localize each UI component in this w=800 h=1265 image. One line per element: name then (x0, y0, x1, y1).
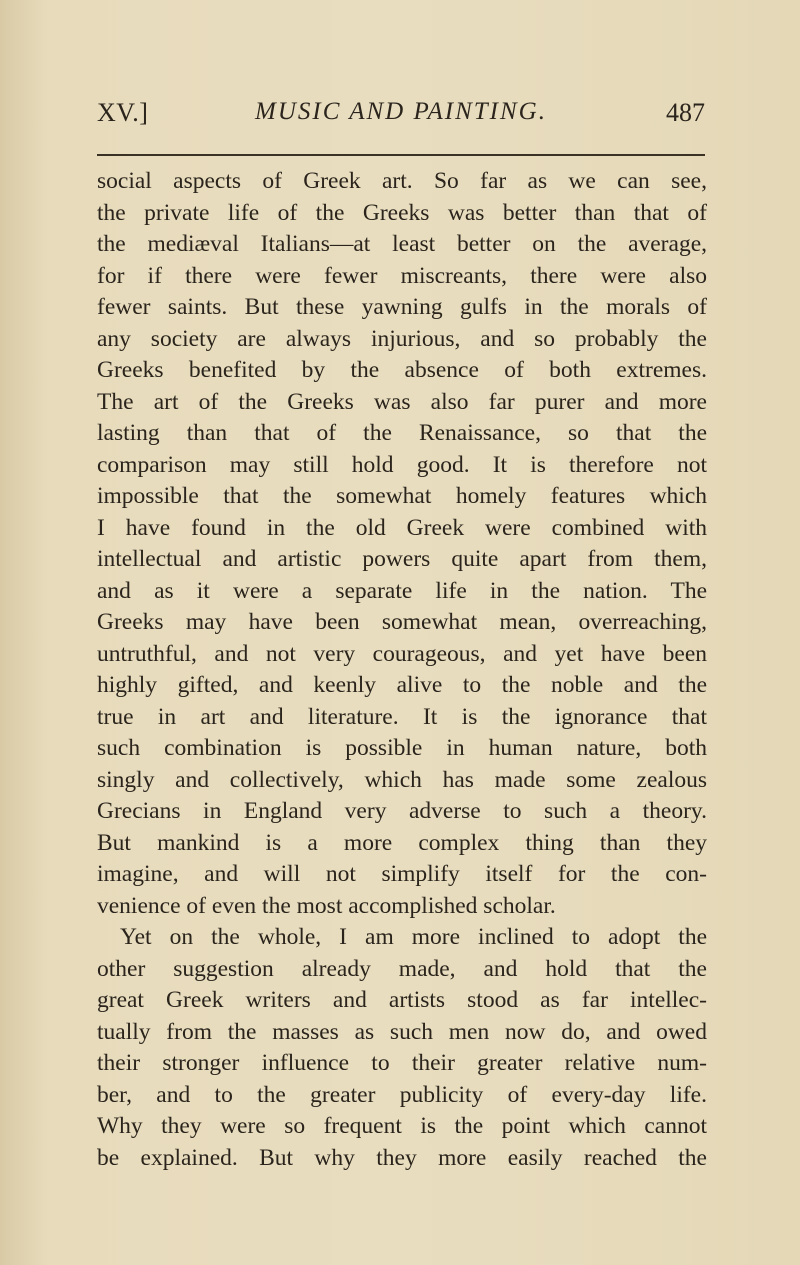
text-line: for if there were fewer miscreants, there were also (97, 262, 707, 289)
text-line: impossible that the somewhat homely features which (97, 483, 707, 509)
running-title: MUSIC AND PAINTING. (255, 98, 547, 125)
text-line: great Greek writers and artists stood as far intellec- (97, 987, 707, 1013)
text-line: the private life of the Greeks was better than that of (97, 199, 707, 226)
text-line: Greeks benefited by the absence of both extremes. (97, 357, 707, 383)
text-line: I have found in the old Greek were combined with (97, 514, 707, 541)
text-line: Why they were so frequent is the point which cannot (97, 1113, 707, 1139)
text-line: be explained. But why they more easily reached the (97, 1144, 707, 1171)
body-text (97, 166, 707, 1174)
text-line: any society are always injurious, and so probably the (97, 325, 707, 352)
page-number: 487 (666, 98, 705, 127)
text-line: true in art and literature. It is the ignorance that (97, 703, 707, 730)
text-line: singly and collectively, which has made some zealous (97, 766, 707, 793)
header-rule (97, 154, 705, 156)
text-line: highly gifted, and keenly alive to the noble and the (97, 672, 707, 698)
paragraph-2 (97, 922, 707, 1174)
text-line: But mankind is a more complex thing than they (97, 829, 707, 856)
text-line: the mediæval Italians—at least better on the average, (97, 231, 707, 257)
text-line: The art of the Greeks was also far purer and more (97, 388, 707, 415)
text-line: imagine, and will not simplify itself for the con- (97, 861, 707, 887)
text-line: other suggestion already made, and hold that the (97, 955, 707, 982)
text-line: intellectual and artistic powers quite apart from them, (97, 546, 707, 572)
text-line: and as it were a separate life in the nation. The (97, 577, 707, 604)
text-line: comparison may still hold good. It is therefore not (97, 451, 707, 478)
text-line: fewer saints. But these yawning gulfs in the morals of (97, 294, 707, 320)
running-head (97, 98, 705, 134)
text-line: such combination is possible in human nature, both (97, 735, 707, 761)
chapter-mark: XV.] (97, 98, 149, 127)
text-line: Yet on the whole, I am more inclined to adopt the (120, 924, 707, 950)
text-line: their stronger influence to their greater relative num- (97, 1050, 707, 1076)
text-line: Greeks may have been somewhat mean, overreaching, (97, 609, 707, 635)
text-line: venience of even the most accomplished scholar. (97, 892, 556, 919)
text-line: social aspects of Greek art. So far as we can see, (97, 168, 707, 194)
text-line: ber, and to the greater publicity of every-day life. (97, 1081, 707, 1108)
paragraph-1 (97, 166, 707, 922)
text-line: lasting than that of the Renaissance, so that the (97, 420, 707, 446)
text-line: Grecians in England very adverse to such a theory. (97, 798, 707, 824)
text-line: untruthful, and not very courageous, and yet have been (97, 640, 707, 667)
text-line: tually from the masses as such men now do, and owed (97, 1018, 707, 1045)
